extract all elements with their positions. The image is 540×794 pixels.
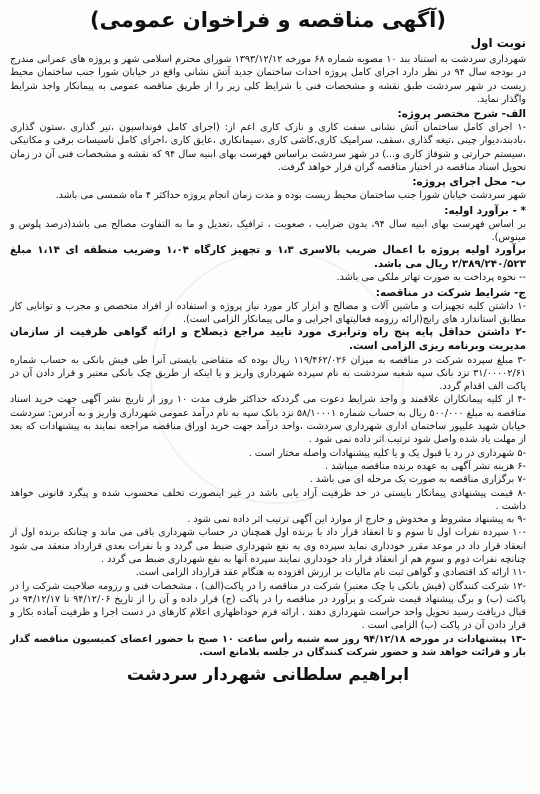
estimate-body-1: بر اساس فهرست بهای ابنیه سال ۹۴، بدون ضرایب ، صعوبت ، ترافیک ،تعدیل و ما به التفاوت مصالح می باشد(درصد پلوس و مینوس).: [10, 218, 526, 243]
condition-1: -۱ داشتن کلیه تجهیزات و ماشین آلات و مصالح و ابزار کار مورد نیاز پروژه و استفاده از افراد متخصص و مجرب و توانایی کار مطابق استاندارد های رایج(ارائه رزومه فعالیتهای اجرایی و مالی پیمانکار الزامی است).: [10, 300, 526, 326]
section-estimate-heading: * - برآورد اولیه:: [444, 204, 526, 217]
condition-10: -۱۰ سپرده نفرات اول تا سوم و تا انعقاد قرار داد با برنده اول همچنان در حساب شهرداری باقی می ماند و چنانکه برنده اول از انعقاد قرار داد در موعد مقرر خودداری نماید سپرده وی به نفع شهرداری ضبط می گردد و با نفرات بعدی قرارداد منعقد می شود چنانچه نفرات دوم و سوم هم از انعقاد قرار داد خودداری نمایند سپرده آنها به نفع شهرداری ضبط می گردد .: [10, 527, 526, 565]
section-alef-heading: الف- شرح مختصر پروژه:: [397, 108, 526, 121]
condition-6: -۶ هزینه نشر آگهی به عهده برنده مناقصه میباشد .: [324, 460, 526, 472]
section-be-heading: ب- محل اجرای پروژه:: [412, 176, 526, 189]
condition-13: -۱۳ پیشنهادات در مورخه ۹۴/۱۲/۱۸ روز سه شنبه رأس ساعت ۱۰ صبح با حضور اعضای کمیسیون مناقصه گذار باز و قرائت خواهد شد و حضور شرکت کنندگان در جلسه بلامانع است.: [10, 633, 526, 659]
condition-4: -۴ از کلیه پیمانکاران علاقمند و واجد شرایط دعوت می گرددکه حداکثر ظرف مدت ۱۰ روز از تاریخ نشر آگهی جهت خرید اسناد مناقصه به مبلغ ۵۰۰/۰۰۰ ریال به حساب شماره ۵۸/۱۰۰۰۱ نزد بانک سپه به نام درآمد عمومی شهرداری واریز و به آدرس: سردشت خیابان شهید علیپور ساختمان اداری شهرداری سردشت ،واحد درآمد جهت خرید اوراق مناقصه مراجعه نمایند به پیشنهادات که بعد از مهلت یاد شده واصل شود ترتیب اثر داده نمی شود .: [10, 394, 527, 446]
intro-paragraph: شهرداری سردشت به استناد بند ۱۰ مصوبه شماره ۶۸ مورخه ۱۳۹۳/۱۲/۱۲ شورای محترم اسلامی شهر و پروژه های عمرانی مندرج در بودجه سال ۹۴ در نظر دارد اجرای کامل پروژه احداث ساختمان جدید آتش نشانی واقع در خیابان شورا جنب ساختمان محیط زیست در شهر سردشت طبق نقشه و مشخصات فنی با شرایط کلی زیر را از طریق مناقصه عمومی به پیمانکار واجد شرایط واگذار نماید.: [10, 54, 526, 105]
condition-7: -۷ برگزاری مناقصه به صورت یک مرحله ای می باشد .: [309, 474, 526, 486]
signature: ابراهیم سلطانی شهردار سردشت: [126, 665, 410, 686]
publication-round: نوبت اول: [470, 36, 526, 50]
condition-2: -۲ داشتن حداقل پایه پنج راه وترابری مورد تایید مراجع ذیصلاح و ارائه گواهی ظرفیت از سازمان مدیریت وبرنامه ریزی الزامی است.: [10, 326, 526, 352]
section-alef-body: -۱ اجرای کامل ساختمان آتش نشانی سفت کاری و نازک کاری اعم از: (اجرای کامل فونداسیون ،تیر گذاری ،ستون گذاری ،بادبند،دیوار چینی ،تیغه گذاری ،سقف، سرامیک کاری،کاشی کاری ،سیمانکاری ،عایق کاری ،اجرای کامل تاسیسات برقی و مکانیکی ،سیستم حرارتی و شوفاژ کاری و...) در شهر سردشت براساس فهرست بهای ابنیه سال ۹۴ که نقشه و مشخصات فنی آن در زمان تحویل اسناد مناقصه در اختیار مناقصه گران قرار خواهد گرفت.: [10, 122, 526, 174]
condition-9: -۹ به پیشنهاد مشروط و مخدوش و خارج از موارد این آگهی ترتیب اثر داده نمی شود .: [187, 514, 526, 526]
payment-method: -- نحوه پرداخت به صورت تهاتر ملکی می باشد.: [336, 272, 526, 284]
condition-12: -۱۲ شرکت کنندگان (فیش بانکی یا چک معتبر) شرکت در مناقصه را در پاکت(الف) ، مشخصات فنی و رزومه صلاحیت شرکت را در پاکت (ب) و برگ پیشنهاد قیمت شرکت و برآورد در مناقصه را در پاکت (ج) قرار داده و آن را از تاریخ ۹۴/۱۲/۰۶ تا ۹۴/۱۲/۱۷ در قبال دریافت رسید تحویل واحد حراست شهرداری دهند . ارائه فرم خوداظهاری اعلام کارهای در دست اجرا و ظرفیت آماده بکار و قرار دادن آن در پاکت (ب) الزامی است .: [10, 580, 526, 632]
condition-8: -۸ قیمت پیشنهادی پیمانکار بایستی در حد ظرفیت آزاد یابی باشد در غیر اینصورت تخلف محسوب شده و پیگرد قانونی خواهد داشت .: [10, 487, 526, 512]
condition-3: -۳ مبلغ سپرده شرکت در مناقصه به میزان ۱۱۹/۴۶۲/۰۲۶ ریال بوده که متقاضی بایستی آنرا طی فیش بانکی به حساب شماره ۳۱/۰۰۰۰۲/۶۱ نزد بانک سپه شعبه سردشت به نام سپرده شهرداری واریز و یا اینکه از طریق چک بانکی معتبر و قرار دادن آن در پاکت الف اقدام گردد.: [10, 354, 526, 393]
condition-5: -۵ شهرداری در رد یا قبول یک و یا کلیه پیشنهادات واصله مختار است .: [248, 447, 526, 459]
section-be-body: شهر سردشت خیابان شورا جنب ساختمان محیط زیست بوده و مدت زمان انجام پروژه حداکثر ۴ ماه شمسی می باشد.: [55, 190, 526, 202]
estimate-body-2: برآورد اولیه پروژه با اعمال ضریب بالاسری ۱،۳ و تجهیز کارگاه ۱،۰۴ وضریب منطقه ای ۱،۱۴ مبلغ ۲/۳۸۹/۲۴۰/۵۲۳ ریال می باشد.: [10, 244, 527, 270]
section-jim-heading: ج- شرایط شرکت در مناقصه:: [375, 286, 526, 299]
notice-title: (آگهی مناقصه و فراخوان عمومی): [90, 8, 446, 32]
condition-11: -۱۱ ارائه کد اقتصادی و گواهی ثبت نام مالیات بر ارزش افزوده به هنگام عقد قرارداد الزامی است.: [135, 567, 526, 579]
